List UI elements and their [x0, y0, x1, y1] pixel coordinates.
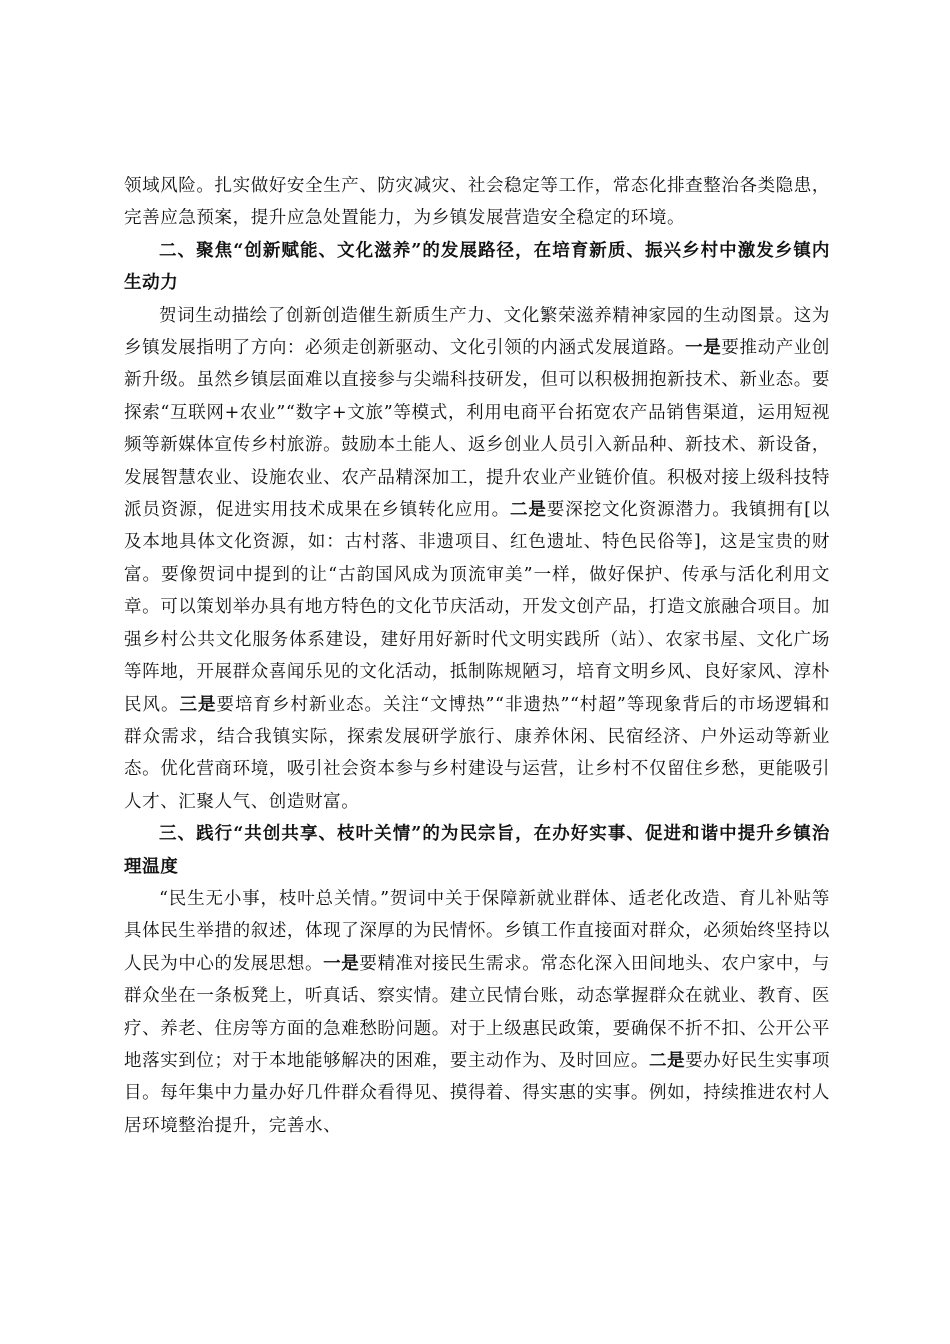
point-text-1: 要精准对接民生需求。常态化深入田间地头、农户家中，与群众坐在一条板凳上，听真话、察实情。建立民情台账，动态掌握群众在就业、教育、医疗、养老、住房等方面的急难愁盼问题。对于上级惠民政策，要确保不折不扣、公开公平地落实到位；对于本地能够解决的困难，要主动作为、及时回应。 [124, 953, 830, 1071]
point-text-2: 要深挖文化资源潜力。我镇拥有[以及本地具体文化资源，如：古村落、非遗项目、红色遗址、特色民俗等]，这是宝贵的财富。要像贺词中提到的让“古韵国风成为顶流审美”一样，做好保护、传承与活化利用文章。可以策划举办具有地方特色的文化节庆活动，开发文创产品，打造文旅融合项目。加强乡村公共文化服务体系建设，建好用好新时代文明实践所（站）、农家书屋、文化广场等阵地，开展群众喜闻乐见的文化活动，抵制陈规陋习，培育文明乡风、良好家风、淳朴民风。 [124, 500, 830, 715]
point-text-1: 要推动产业创新升级。虽然乡镇层面难以直接参与尖端科技研发，但可以积极拥抱新技术、新业态。要探索“互联网+农业”“数字+文旅”等模式，利用电商平台拓宽农产品销售渠道，运用短视频等新媒体宣传乡村旅游。鼓励本土能人、返乡创业人员引入新品种、新技术、新设备，发展智慧农业、设施农业、农产品精深加工，提升农业产业链价值。积极对接上级科技特派员资源，促进实用技术成果在乡镇转化应用。 [124, 338, 831, 521]
point-marker-1: 一是 [685, 338, 722, 359]
point-marker-3: 三是 [179, 694, 217, 715]
point-marker-2: 二是 [510, 500, 547, 521]
section-heading-3: 三、践行“共创共享、枝叶关情”的为民宗旨，在办好实事、促进和谐中提升乡镇治理温度 [124, 824, 830, 877]
point-marker-1: 一是 [323, 953, 360, 974]
paragraph-livelihood [124, 883, 830, 1142]
point-marker-2: 二是 [648, 1050, 686, 1071]
paragraph-intro-text: “民生无小事，枝叶总关情。”贺词中关于保障新就业群体、适老化改造、育儿补贴等具体民生举措的叙述，体现了深厚的为民情怀。乡镇工作直接面对群众，必须始终坚持以人民为中心的发展思想。 [124, 888, 830, 974]
point-text-3: 要培育乡村新业态。关注“文博热”“非遗热”“村超”等现象背后的市场逻辑和群众需求，结合我镇实际，探索发展研学旅行、康养休闲、民宿经济、户外运动等新业态。优化营商环境，吸引社会资本参与乡村建设与运营，让乡村不仅留住乡愁，更能吸引人才、汇聚人气、创造财富。 [124, 694, 830, 812]
section-heading-2: 二、聚焦“创新赋能、文化滋养”的发展路径，在培育新质、振兴乡村中激发乡镇内生动力 [124, 240, 830, 294]
document-body [124, 170, 830, 1142]
point-text-2: 要办好民生实事项目。每年集中力量办好几件群众看得见、摸得着、得实惠的实事。例如，持续推进农村人居环境整治提升，完善水、 [124, 1050, 831, 1136]
paragraph-intro-text: 贺词生动描绘了创新创造催生新质生产力、文化繁荣滋养精神家园的生动图景。这为乡镇发展指明了方向：必须走创新驱动、文化引领的内涵式发展道路。 [124, 305, 830, 359]
paragraph-innovation-culture [124, 300, 830, 819]
paragraph-safety-continuation: 领域风险。扎实做好安全生产、防灾减灾、社会稳定等工作，常态化排查整治各类隐患，完善应急预案，提升应急处置能力，为乡镇发展营造安全稳定的环境。 [124, 176, 830, 229]
